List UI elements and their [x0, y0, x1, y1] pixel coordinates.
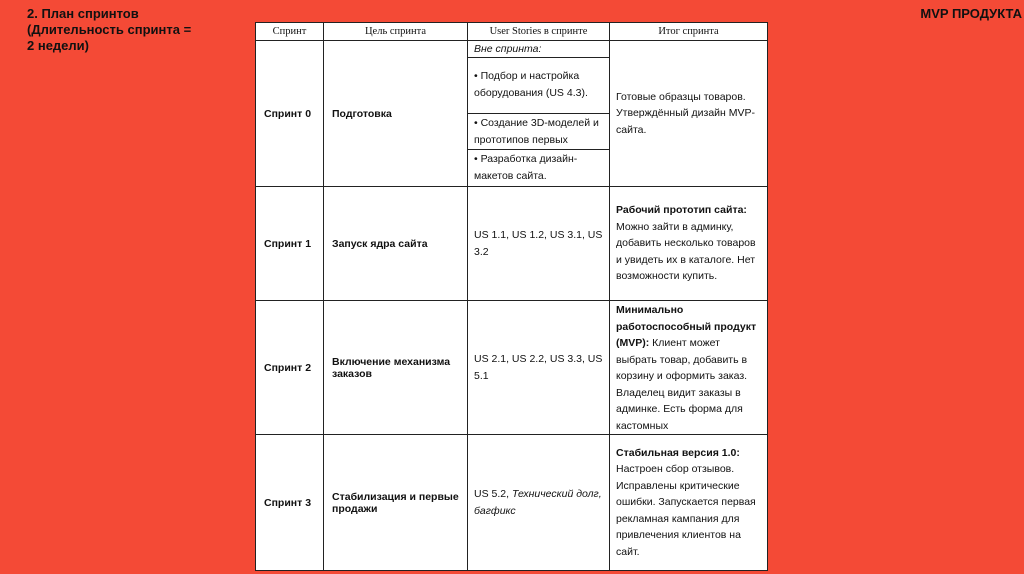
- table-row: [256, 301, 768, 435]
- header-result: Итог спринта: [610, 23, 768, 41]
- user-story-item: • Подбор и настройка оборудования (US 4.3).: [468, 58, 609, 114]
- sprint-goal: Стабилизация и первые продажи: [324, 435, 468, 571]
- user-stories-cell: [468, 41, 610, 187]
- user-stories-text: US 5.2,: [474, 487, 512, 500]
- sprint-name: Спринт 3: [256, 435, 324, 571]
- table-row: [256, 187, 768, 301]
- user-stories-cell: [468, 435, 610, 571]
- user-stories-text: US 2.1, US 2.2, US 3.3, US 5.1: [474, 352, 603, 382]
- sprint-goal: Включение механизма заказов: [324, 301, 468, 435]
- header-user-stories: User Stories в спринте: [468, 23, 610, 41]
- header-sprint: Спринт: [256, 23, 324, 41]
- user-story-item: • Разработка дизайн-макетов сайта.: [474, 153, 578, 182]
- sprint-goal: Подготовка: [324, 41, 468, 187]
- sprint-result: [610, 301, 768, 435]
- sprint-result: [610, 41, 768, 187]
- sprint-result-text: Настроен сбор отзывов. Исправлены критические ошибки. Запускается первая рекламная кампания для привлечения клиентов на сайт.: [616, 463, 756, 558]
- user-stories-cell: [468, 187, 610, 301]
- user-stories-note: Вне спринта:: [468, 41, 609, 58]
- sprint-result: [610, 435, 768, 571]
- table-header-row: [256, 23, 768, 41]
- sprint-result-heading: Рабочий прототип сайта:: [616, 204, 747, 217]
- user-stories-text: US 1.1, US 1.2, US 3.1, US 3.2: [474, 228, 603, 258]
- sprint-result: [610, 187, 768, 301]
- slide-title: 2. План спринтов (Длительность спринта = 2 недели): [27, 6, 192, 53]
- user-stories-italic: Технический долг, багфикс: [474, 487, 602, 517]
- sprint-goal: Запуск ядра сайта: [324, 187, 468, 301]
- sprint-result-text: Клиент может выбрать товар, добавить в корзину и оформить заказ. Владелец видит заказы в админке. Есть форма для кастомных: [616, 337, 748, 432]
- user-stories-cell: [468, 301, 610, 435]
- user-story-item: • Создание 3D-моделей и прототипов первых: [468, 114, 609, 150]
- sprint-result-text: Готовые образцы товаров. Утверждённый дизайн MVP-сайта.: [616, 90, 756, 136]
- sprint-result-heading: Стабильная версия 1.0:: [616, 446, 740, 459]
- sprint-name: Спринт 2: [256, 301, 324, 435]
- table-row: [256, 41, 768, 187]
- sprint-result-text: Можно зайти в админку, добавить несколько товаров и увидеть их в каталоге. Нет возможности купить.: [616, 220, 756, 283]
- slide-label: MVP ПРОДУКТА: [920, 6, 1022, 21]
- sprint-result-heading: Минимально работоспособный продукт (MVP):: [616, 304, 757, 349]
- sprint-name: Спринт 1: [256, 187, 324, 301]
- sprint-plan-table: [255, 22, 767, 570]
- table-row: [256, 435, 768, 571]
- header-goal: Цель спринта: [324, 23, 468, 41]
- sprint-name: Спринт 0: [256, 41, 324, 187]
